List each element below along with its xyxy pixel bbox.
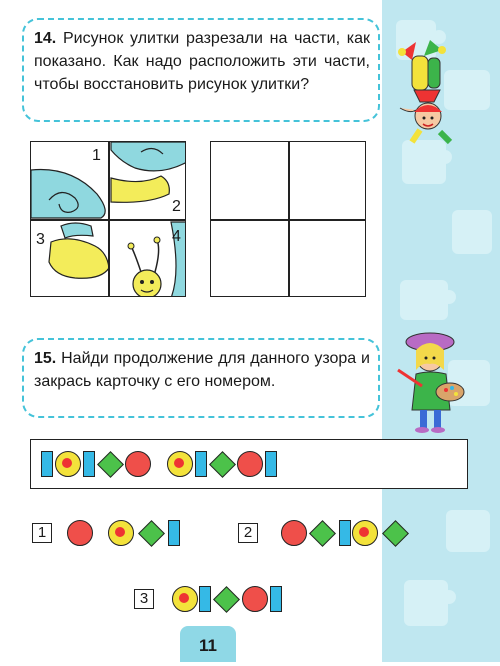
option-3-rectangle [270,586,282,612]
painter-illustration [392,326,468,436]
option-1-card[interactable]: 1 [32,523,52,543]
pattern-circle [125,451,151,477]
pattern-ring [55,451,81,477]
option-3-diamond [213,586,240,613]
task-15-body: Найди продолжение для данного узора и закрась карточку с его номером. [34,350,370,390]
page-number: 11 [180,626,236,662]
task-15-box [22,338,380,418]
pattern-rectangle [83,451,95,477]
option-2-rectangle [339,520,351,546]
pattern-diamond [97,451,124,478]
answer-grid[interactable] [210,141,366,297]
task-14-number: 14. [34,30,57,47]
option-2-card[interactable]: 2 [238,523,258,543]
option-1-rectangle [168,520,180,546]
pattern-ring [167,451,193,477]
pattern-rectangle [41,451,53,477]
task-14-body: Рисунок улитки разрезали на части, как показано. Как надо расположить эти части, чтобы восстановить рисунок улитки? [34,30,370,93]
task-15-text [34,347,370,393]
snail-pieces-grid [30,141,186,297]
pattern-rectangle [265,451,277,477]
option-3-card[interactable]: 3 [134,589,154,609]
pattern-diamond [209,451,236,478]
pattern-circle [237,451,263,477]
pattern-rectangle [195,451,207,477]
option-2-circle [281,520,307,546]
task-14-text [34,27,370,96]
task-14-box [22,18,380,122]
option-3-ring [172,586,198,612]
piece-number-1: 1 [92,147,101,164]
piece-number-3: 3 [36,231,45,248]
jester-illustration [390,38,466,150]
option-3-rectangle [199,586,211,612]
option-3-circle [242,586,268,612]
option-2-ring [352,520,378,546]
task-15-number: 15. [34,350,57,367]
option-1-circle [67,520,93,546]
pattern-strip [30,439,468,489]
piece-number-2: 2 [172,198,181,215]
option-2-diamond [309,520,336,547]
option-1-ring [108,520,134,546]
piece-number-4: 4 [172,228,181,245]
option-1-diamond [138,520,165,547]
